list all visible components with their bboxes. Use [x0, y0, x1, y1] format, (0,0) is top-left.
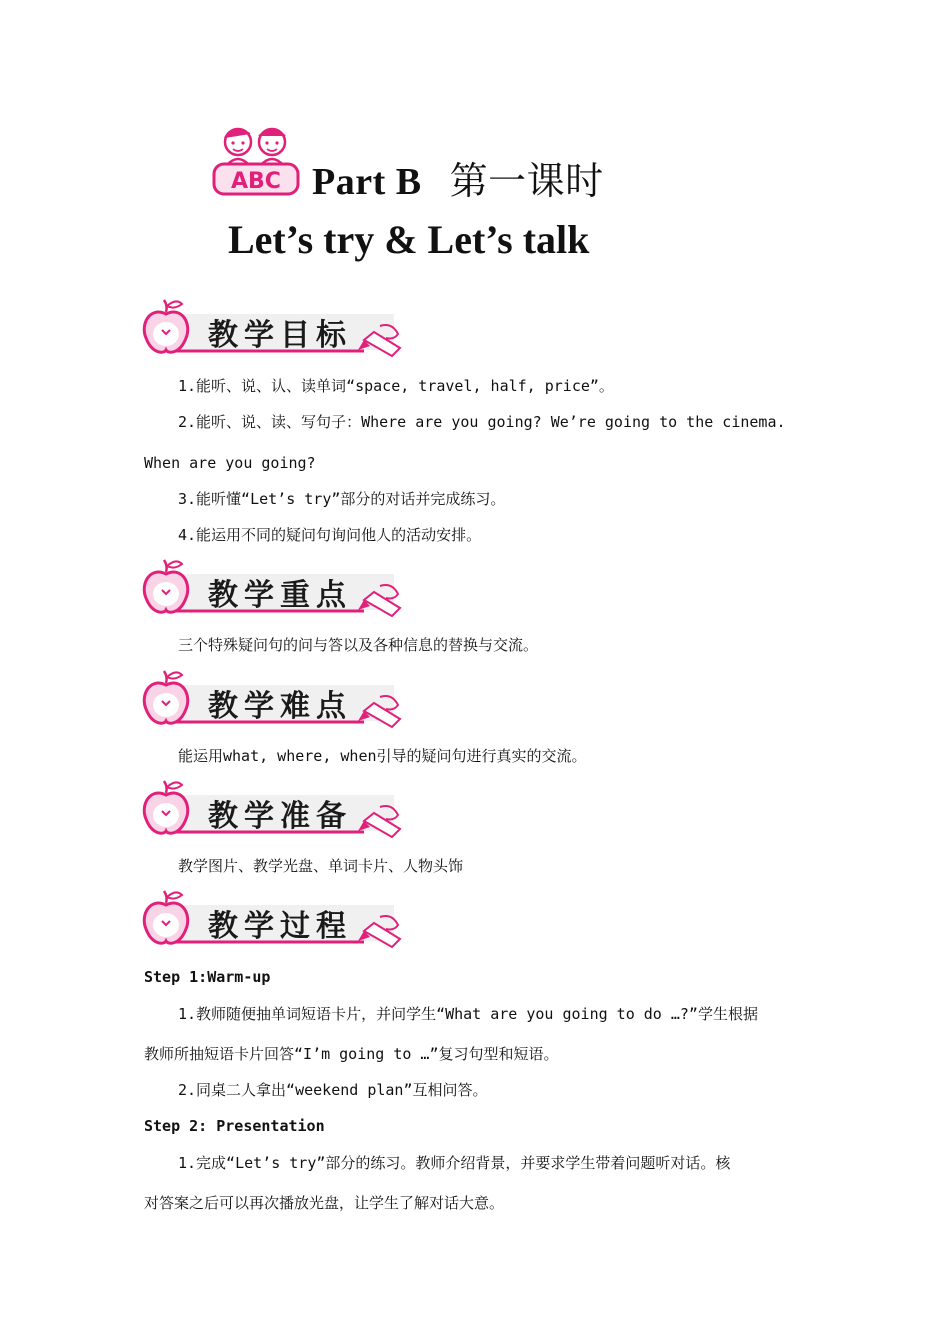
page-subtitle: Let’s try & Let’s talk: [228, 217, 590, 262]
apple-icon: [144, 671, 188, 723]
objective-item-4: 4.能运用不同的疑问句询问他人的活动安排。: [178, 526, 482, 544]
page-title: [312, 150, 604, 205]
step2-line-2: 对答案之后可以再次播放光盘，让学生了解对话大意。: [144, 1194, 505, 1212]
section-title-process: 教学过程: [208, 909, 352, 944]
preparation-text: 教学图片、教学光盘、单词卡片、人物头饰: [178, 857, 464, 875]
objective-item-2: 2.能听、说、读、写句子：Where are you going? We’re going to the cinema.: [178, 413, 786, 431]
logo-text: ABC: [231, 169, 281, 194]
section-title-key-points: 教学重点: [208, 578, 352, 613]
step1-label: Step 1:Warm-up: [144, 968, 271, 986]
key-points-text: 三个特殊疑问句的问与答以及各种信息的替换与交流。: [178, 636, 539, 654]
apple-icon: [144, 300, 188, 352]
step1-line-2: 教师所抽短语卡片回答“I’m going to …”复习句型和短语。: [144, 1045, 559, 1063]
section-title-difficulties: 教学难点: [208, 689, 352, 724]
objective-item-3: 3.能听懂“Let’s try”部分的对话并完成练习。: [178, 490, 506, 508]
section-header-preparation: [142, 777, 404, 843]
title-part: Part B: [312, 161, 422, 203]
section-header-objectives: [142, 296, 404, 362]
kids-abc-logo-icon: [212, 122, 302, 198]
difficulties-text: 能运用what, where, when引导的疑问句进行真实的交流。: [178, 747, 587, 765]
objective-item-1: 1.能听、说、认、读单词“space, travel, half, price”。: [178, 377, 614, 395]
objective-item-2-cont: When are you going?: [144, 454, 316, 472]
step1-line-1: 1.教师随便抽单词短语卡片，并问学生“What are you going to do …?”学生根据: [178, 1005, 758, 1023]
section-header-key-points: [142, 556, 404, 622]
section-header-difficulties: [142, 667, 404, 733]
step2-label: Step 2: Presentation: [144, 1117, 325, 1135]
apple-icon: [144, 891, 188, 943]
step2-line-1: 1.完成“Let’s try”部分的练习。教师介绍背景，并要求学生带着问题听对话。核: [178, 1154, 731, 1172]
apple-icon: [144, 560, 188, 612]
section-title-objectives: 教学目标: [208, 318, 352, 353]
section-header-process: [142, 887, 404, 953]
step1-line-3: 2.同桌二人拿出“weekend plan”互相问答。: [178, 1081, 488, 1099]
apple-icon: [144, 781, 188, 833]
section-title-preparation: 教学准备: [208, 799, 352, 834]
title-lesson: 第一课时: [449, 159, 604, 203]
